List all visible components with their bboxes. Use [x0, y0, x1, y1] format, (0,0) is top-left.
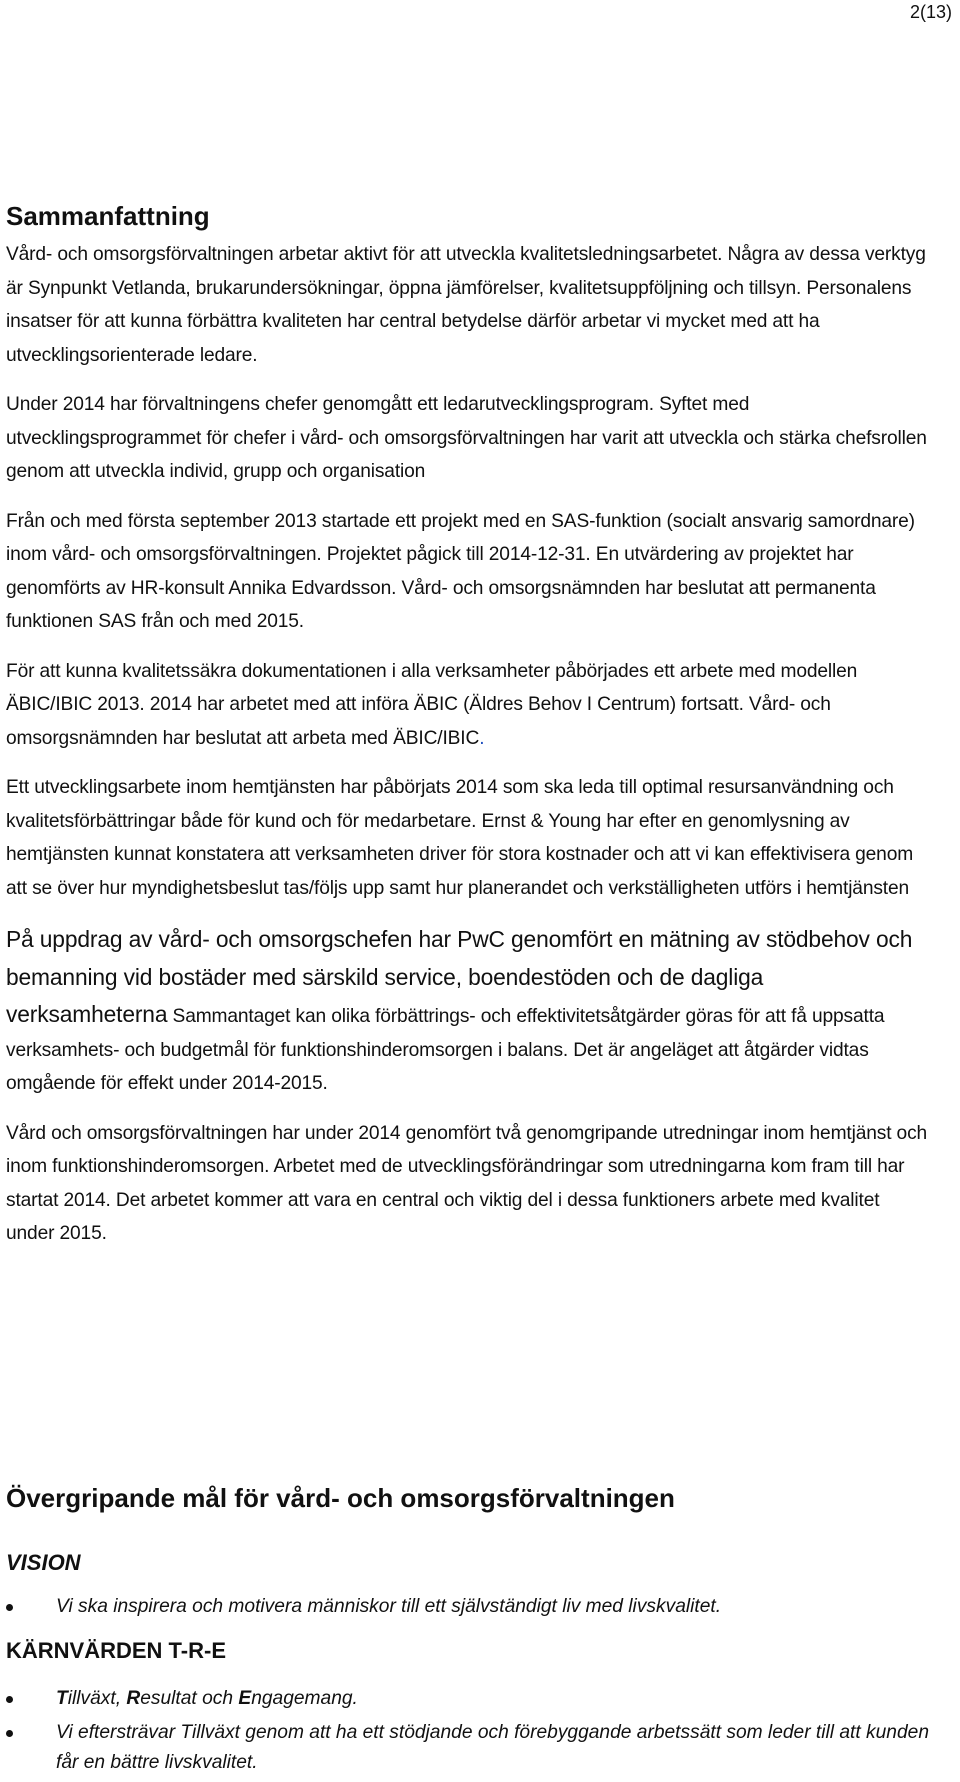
bullet-icon — [6, 1696, 13, 1703]
goals-heading: Övergripande mål för vård- och omsorgsförvaltningen — [6, 1483, 675, 1513]
core-values-item-tre — [6, 1684, 936, 1714]
vision-list — [6, 1592, 936, 1622]
abic-text: För att kunna kvalitetssäkra dokumentationen i alla verksamheter påbörjades ett arbete med modellen ÄBIC/IBIC 2013. 2014 har arbetet med att införa ÄBIC (Äldres Behov I Centrum) fortsatt. Vård- och omsorgsnämnden har beslutat att arbeta med ÄBIC/IBIC — [6, 660, 858, 749]
core-values-heading: KÄRNVÄRDEN T-R-E — [6, 1638, 226, 1663]
tre-t-initial: T — [56, 1688, 68, 1709]
summary-paragraph-investigations: Vård och omsorgsförvaltningen har under 2014 genomfört två genomgripande utredningar inom hemtjänst och inom funktionshinderomsorgen. Arbetet med de utvecklingsförändringar som utredningarna kom fram till har startat 2014. Det arbetet kommer att vara en central och viktig del i dessa funktioners arbete med kvalitet under 2015. — [6, 1122, 928, 1244]
bullet-icon — [6, 1730, 13, 1737]
tre-r-rest: esultat och — [140, 1688, 239, 1709]
pwc-rest: Sammantaget kan olika förbättrings- och effektivitetsåtgärder göras för att få uppsatta verksamhets- och budgetmål för funktionshinderomsorgen i balans. Det är angeläget att åtgärder vidtas omgående för effekt under 2014-2015. — [6, 1006, 885, 1094]
bullet-icon — [6, 1604, 13, 1611]
tre-e-rest: ngagemang. — [251, 1688, 358, 1709]
summary-paragraph-sas: Från och med första september 2013 startade ett projekt med en SAS-funktion (socialt ansvarig samordnare) inom vård- och omsorgsförvaltningen. Projektet pågick till 2014-12-31. En utvärdering av projektet har genomförts av HR-konsult Annika Edvardsson. Vård- och omsorgsnämnden har beslutat att permanenta funktionen SAS från och med 2015. — [6, 510, 915, 632]
vision-item — [6, 1592, 936, 1622]
tre-r-initial: R — [126, 1688, 141, 1709]
page-number: 2(13) — [909, 2, 952, 22]
summary-paragraph-home-care: Ett utvecklingsarbete inom hemtjänsten har påbörjats 2014 som ska leda till optimal resursanvändning och kvalitetsförbättringar både för kund och för medarbetare. Ernst & Young har efter en genomlysning av hemtjänsten kunnat konstatera att verksamheten driver för stora kostnader och att vi kan effektivisera genom att se över hur myndighetsbeslut tas/följs upp samt hur planerandet och verkställigheten utförs i hemtjänsten — [6, 777, 914, 899]
tre-e-initial: E — [238, 1688, 252, 1709]
summary-paragraph-quality-work: Vård- och omsorgsförvaltningen arbetar aktivt för att utveckla kvalitetsledningsarbetet. Några av dessa verktyg är Synpunkt Vetlanda, brukarundersökningar, öppna jämförelser, kvalitetsuppföljning och tillsyn. Personalens insatser för att kunna förbättra kvaliteten har central betydelse därför arbetar vi mycket med att ha utvecklingsorienterade ledare. — [6, 244, 926, 366]
summary-paragraph-pwc — [6, 921, 930, 1101]
growth-item-text: Vi eftersträvar Tillväxt genom att ha ett stödjande och förebyggande arbetssätt som leder till att kunden får en bättre livskvalitet. — [56, 1722, 929, 1773]
pwc-large-intro: På uppdrag av vård- och omsorgschefen har PwC genomfört en mätning av stödbehov och bemanning vid bostäder med särskild service, boendestöden och de dagliga verksamheterna — [6, 926, 913, 1027]
summary-paragraph-leadership: Under 2014 har förvaltningens chefer genomgått ett ledarutvecklingsprogram. Syftet med utvecklingsprogrammet för chefer i vård- och omsorgsförvaltningen har varit att utveckla och stärka chefsrollen genom att utveckla individ, grupp och organisation — [6, 394, 927, 482]
summary-heading: Sammanfattning — [6, 201, 210, 231]
core-values-item-growth — [6, 1718, 936, 1778]
core-values-list — [6, 1684, 936, 1782]
summary-body — [6, 238, 930, 1267]
abic-blue-period: . — [479, 727, 485, 749]
summary-paragraph-abic — [6, 655, 930, 756]
tre-text — [56, 1688, 358, 1709]
vision-item-text: Vi ska inspirera och motivera människor till ett självständigt liv med livskvalitet. — [56, 1596, 722, 1617]
vision-heading: VISION — [6, 1550, 81, 1575]
tre-t-rest: illväxt, — [67, 1688, 127, 1709]
